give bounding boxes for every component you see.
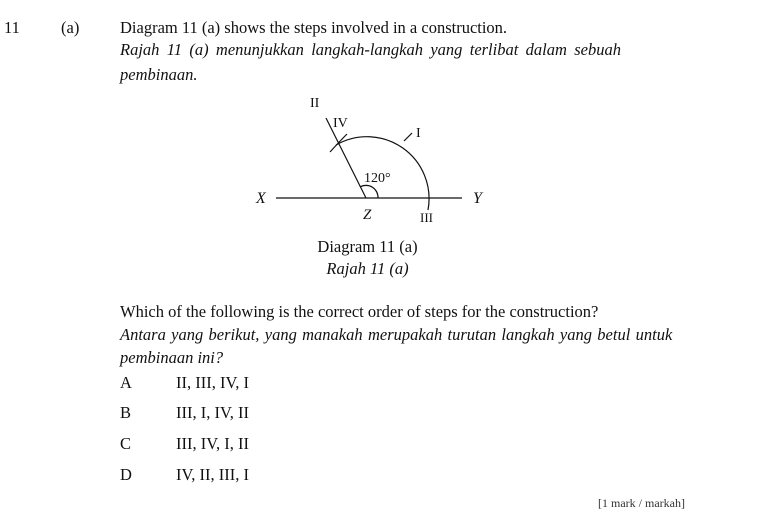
question-number: 11: [4, 18, 20, 37]
label-step-iii: III: [420, 210, 433, 225]
option-b-letter[interactable]: B: [120, 403, 132, 422]
prompt-malay-line2: pembinaan ini?: [120, 348, 224, 367]
label-angle: 120°: [364, 171, 391, 186]
marks-allocation: [1 mark / markah]: [598, 496, 685, 510]
option-a-letter[interactable]: A: [120, 373, 132, 392]
option-c-text[interactable]: III, IV, I, II: [176, 434, 250, 453]
label-point-x: X: [256, 190, 266, 207]
label-step-iv: IV: [333, 116, 348, 131]
label-point-z: Z: [363, 207, 372, 223]
prompt-english: Which of the following is the correct order of steps for the construction?: [120, 302, 599, 321]
arc-i-mark: [404, 133, 412, 141]
label-point-y: Y: [473, 190, 482, 207]
question-intro-english: Diagram 11 (a) shows the steps involved in a construction.: [120, 18, 508, 37]
prompt-malay-line1: Antara yang berikut, yang manakah merupakah turutan langkah yang betul untuk: [120, 325, 673, 344]
label-step-ii: II: [310, 96, 320, 111]
question-intro-malay-line2: pembinaan.: [120, 65, 198, 84]
option-d-letter[interactable]: D: [120, 465, 132, 484]
diagram-caption-malay: Rajah 11 (a): [326, 259, 409, 278]
arc-iv-mark: [330, 134, 347, 152]
question-part: (a): [61, 18, 80, 37]
option-c-letter[interactable]: C: [120, 434, 132, 453]
label-step-i: I: [416, 126, 421, 141]
construction-diagram: [240, 88, 510, 238]
diagram-caption-english: Diagram 11 (a): [317, 237, 418, 256]
option-a-text[interactable]: II, III, IV, I: [176, 373, 250, 392]
option-d-text[interactable]: IV, II, III, I: [176, 465, 250, 484]
option-b-text[interactable]: III, I, IV, II: [176, 403, 250, 422]
question-intro-malay-line1: Rajah 11 (a) menunjukkan langkah-langkah yang terlibat dalam sebuah: [120, 40, 621, 59]
